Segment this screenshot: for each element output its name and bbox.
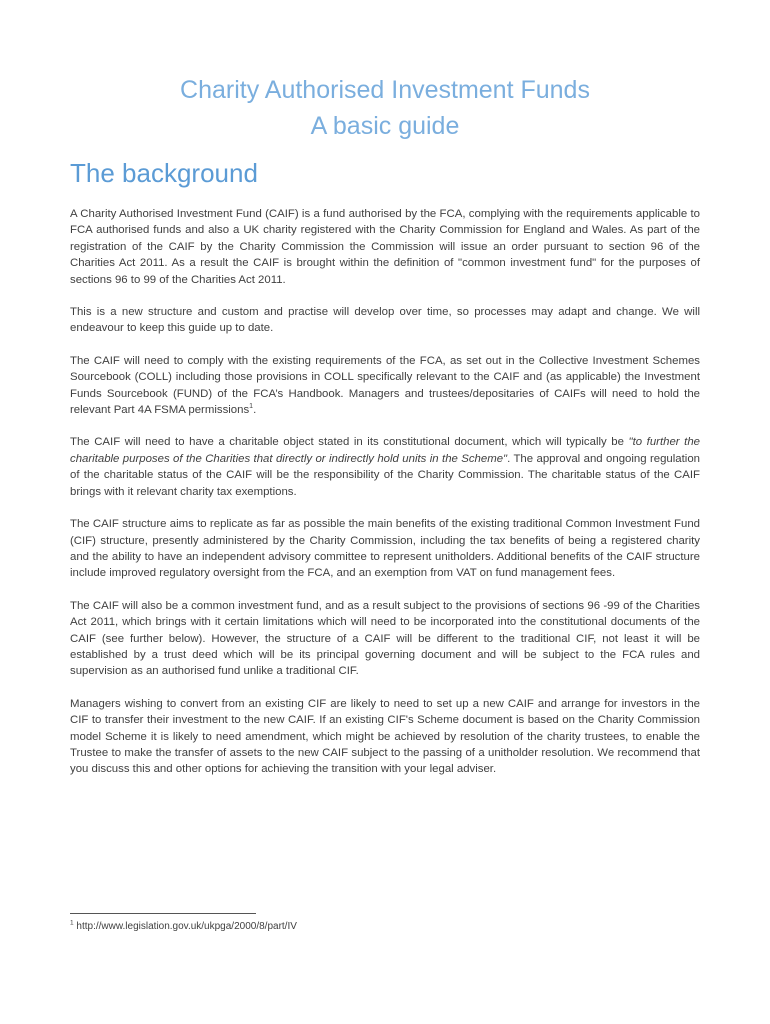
paragraph-4-end: . The approval and ongoing regulation of the charitable status of the CAIF will be the responsibility of the Charity Commission. The charitable status of the CAIF brings with it relevant charity tax exemptions. [70,452,700,498]
paragraph-1: A Charity Authorised Investment Fund (CAIF) is a fund authorised by the FCA, complying with the requirements applicable to FCA authorised funds and also a UK charity registered with the Charity Commission for England and Wales. As part of the registration of the CAIF by the Charity Commission the Commission will issue an order pursuant to section 96 of the Charities Act 2011. As a result the CAIF is brought within the definition of "common investment fund" for the purposes of sections 96 to 99 of the Charities Act 2011. [70,208,700,286]
paragraph-4-quote: "to further the charitable purposes of the Charities that directly or indirectly hold units in the Scheme" [70,436,700,465]
paragraph-4 [70,434,700,500]
footnote-number: 1 [70,919,74,927]
document-body [70,206,700,794]
document-title [0,72,770,144]
paragraph-3-text: The CAIF will need to comply with the existing requirements of the FCA, as set out in the Collective Investment Schemes Sourcebook (COLL) including those provisions in COLL specifically relevant to the CAIF and (as applicable) the Investment Funds Sourcebook (FUND) of the FCA’s Handbook. Managers and trustees/depositaries of CAIFs will need to hold the relevant Part 4A FSMA permissions [70,354,700,417]
paragraph-2: This is a new structure and custom and practise will develop over time, so processes may adapt and change. We will endeavour to keep this guide up to date. [70,306,700,335]
title-line-1: Charity Authorised Investment Funds [180,76,590,104]
footnote-divider [70,913,256,914]
title-line-2: A basic guide [310,112,460,140]
footnote-link[interactable]: http://www.legislation.gov.uk/ukpga/2000/8/part/IV [73,921,297,932]
paragraph-4-start: The CAIF will need to have a charitable object stated in its constitutional document, which will typically be [70,436,629,449]
section-heading: The background [70,158,258,188]
paragraph-7: Managers wishing to convert from an existing CIF are likely to need to set up a new CAIF and arrange for investors in the CIF to transfer their investment to the new CAIF. If an existing CIF's Scheme document is based on the Charity Commission model Scheme it is likely to need amendment, which might be achieved by resolution of the charity trustees, to enable the Trustee to make the transfer of assets to the new CAIF subject to the passing of a unitholder resolution. We recommend that you discuss this and other options for achieving the transition with your legal adviser. [70,697,700,776]
paragraph-5: The CAIF structure aims to replicate as far as possible the main benefits of the existing traditional Common Investment Fund (CIF) structure, presently administered by the Charity Commission, including the tax benefits of being a registered charity and the ability to have an independent advisory committee to represent unitholders. Additional benefits of the CAIF structure include improved regulatory oversight from the FCA, and an exemption from VAT on fund management fees. [70,518,700,580]
paragraph-6: The CAIF will also be a common investment fund, and as a result subject to the provisions of sections 96 -99 of the Charities Act 2011, which brings with it certain limitations which will need to be incorporated into the constitutional documents of the CAIF (see further below). However, the structure of a CAIF will be different to the traditional CIF, not least it will be established by a trust deed which will be its principal governing document and will be subject to the FCA rules and supervision as an authorised fund unlike a traditional CIF. [70,599,700,678]
footnote-reference[interactable]: 1 [249,403,254,411]
paragraph-3-end: . [253,404,257,417]
footnote [70,920,297,934]
paragraph-3 [70,353,700,419]
